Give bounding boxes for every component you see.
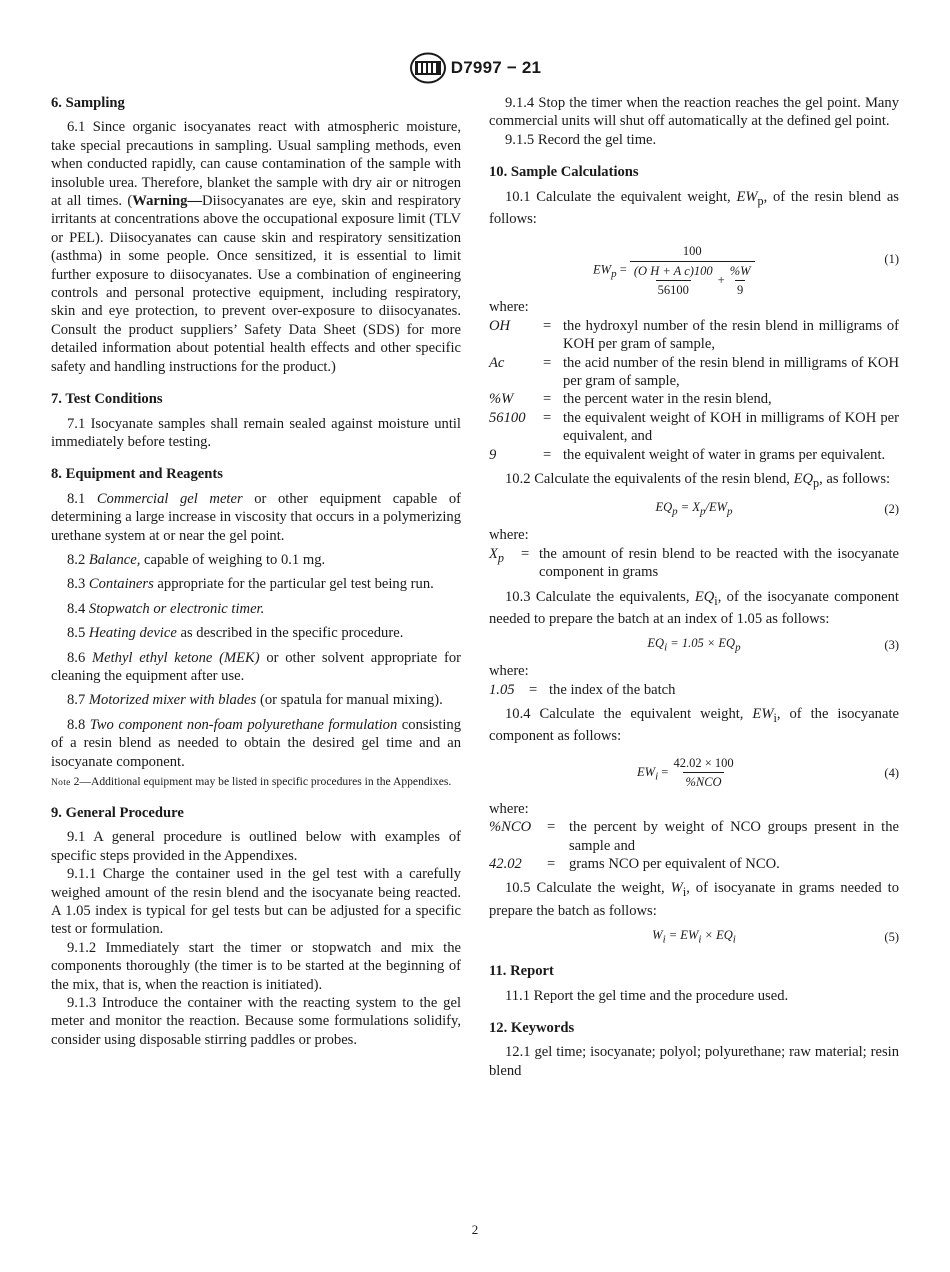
- item-term: Stopwatch or electronic timer.: [88, 600, 265, 617]
- paragraph-8-5: [51, 624, 461, 642]
- item-number: 8.6: [67, 649, 92, 666]
- paragraph-text: , of the isocyanate component needed to prepare the batch at an index of 1.05 as follows:: [489, 588, 899, 627]
- note-text: 2—Additional equipment may be listed in specific procedures in the Appendixes.: [70, 775, 452, 788]
- paragraph-8-8: [51, 716, 461, 771]
- eq-rhs-subscript: i: [698, 933, 702, 946]
- paragraph-10-4: [489, 705, 899, 746]
- symbol: EW: [736, 188, 758, 205]
- definition-symbol-text: Ac: [489, 354, 505, 371]
- eq-numerator: 42.02 × 100: [673, 755, 734, 770]
- item-number: 8.4: [67, 600, 89, 617]
- definition-equals: =: [521, 545, 530, 562]
- item-term: Motorized mixer with blades: [88, 692, 257, 709]
- section-10-title: 10. Sample Calculations: [489, 164, 639, 181]
- equation-3-expression: [489, 634, 899, 657]
- warning-label: Warning—: [132, 193, 203, 210]
- item-text: as described in the specific procedure.: [176, 625, 404, 642]
- eq-inner-denominator: 56100: [656, 280, 691, 299]
- definition-equals: =: [547, 819, 556, 836]
- astm-logo-icon: [409, 52, 447, 84]
- item-term: Commercial gel meter: [96, 490, 243, 507]
- paragraph-8-7: [51, 691, 461, 709]
- eq-lhs-subscript: i: [662, 933, 666, 946]
- page-number: 2: [471, 1222, 479, 1237]
- paragraph-text: 10.3 Calculate the equivalents,: [505, 588, 695, 605]
- right-column: [489, 94, 899, 1080]
- definition-symbol: [489, 354, 541, 391]
- paragraph-10-2: [489, 470, 899, 492]
- definition-text: the equivalent weight of KOH in milligrams of KOH per equivalent, and: [563, 409, 899, 445]
- definition-symbol-text: 42.02: [489, 856, 522, 872]
- paragraph-10-5: [489, 879, 899, 920]
- definition-text: the equivalent weight of water in grams per equivalent.: [563, 446, 886, 463]
- eq-rhs-2: × EQ: [701, 928, 733, 943]
- eq-rhs-2-subscript: i: [732, 933, 736, 946]
- eq-lhs-subscript: i: [655, 770, 659, 783]
- eq-plus: +: [717, 273, 725, 288]
- section-8-title: 8. Equipment and Reagents: [51, 466, 223, 483]
- section-7-title: 7. Test Conditions: [51, 391, 163, 408]
- equation-4-expression: [637, 754, 736, 792]
- eq-fraction: [630, 242, 755, 299]
- note-label: Note: [51, 778, 71, 788]
- where-label: where:: [489, 663, 529, 680]
- item-text: appropriate for the particular gel test being run.: [153, 576, 434, 593]
- where-label: where:: [489, 800, 529, 817]
- equation-2-expression: [489, 498, 899, 521]
- definition-symbol: [489, 681, 527, 699]
- equation-number: (1): [884, 252, 899, 267]
- eq-water-denominator: 9: [735, 280, 745, 299]
- paragraph-text: 10.5 Calculate the weight,: [505, 880, 671, 897]
- definition-symbol: [489, 855, 545, 873]
- paragraph-8-2: [51, 551, 461, 569]
- item-text: capable of weighing to 0.1 mg.: [140, 551, 326, 568]
- eq-water-numerator: %W: [729, 263, 751, 278]
- paragraph-text: 10.4 Calculate the equivalent weight,: [505, 706, 753, 723]
- definition-symbol: [489, 317, 541, 354]
- equation-5: [489, 926, 899, 948]
- paragraph-9-1-3: 9.1.3 Introduce the container with the reacting system to the gel meter and monitor the reaction. Because some formulations solidify, consider using disposable stirring paddles or probes.: [51, 995, 461, 1048]
- eq-lhs-subscript: p: [672, 505, 678, 518]
- equation-number: (2): [884, 502, 899, 517]
- definition-equals: =: [543, 317, 552, 334]
- definition-text: the index of the batch: [549, 681, 676, 698]
- definitions-list-3: [489, 681, 899, 699]
- eq-equals: =: [616, 262, 630, 277]
- standard-designation: D7997 − 21: [450, 58, 542, 77]
- paragraph-6-1-warning-text: Diisocyanates are eye, skin and respiratory irritants at concentrations above the occupational exposure limit (TLV or PEL). Diisocyanates can cause skin and respiratory sensitization (asthma) in some people. Once sensitized, it is essential to limit further exposure to diisocyanates. Use a combination of engineering controls and personal protective equipment, including respiratory, skin and eye protection, to prevent over-exposure to diisocyanates. Consult the product suppliers’ Safety Data Sheet (SDS) for more detailed information about potential health effects and other specific safety and handling instructions for the product.): [51, 193, 461, 375]
- definition-symbol-text: OH: [489, 317, 511, 334]
- equation-1-expression: [593, 242, 755, 299]
- definition-symbol-text: 56100: [489, 409, 526, 426]
- eq-rhs-subscript: p: [735, 641, 741, 654]
- definition-text: the acid number of the resin blend in milligrams of KOH per gram of sample,: [563, 354, 899, 389]
- item-number: 8.2: [67, 551, 89, 568]
- symbol: EW: [752, 706, 774, 723]
- paragraph-text: 10.1 Calculate the equivalent weight,: [505, 188, 737, 205]
- eq-rhs: = X: [677, 500, 700, 515]
- left-column: [51, 94, 461, 1049]
- definitions-list-4: [489, 818, 899, 873]
- paragraph-10-3: [489, 588, 899, 629]
- paragraph-text: , of the resin blend as follows:: [489, 188, 899, 227]
- eq-lhs-subscript: i: [664, 641, 668, 654]
- definition-symbol: [489, 818, 545, 855]
- note-2: [51, 775, 461, 790]
- definition-symbol: [489, 446, 541, 464]
- item-number: 8.5: [67, 625, 89, 642]
- paragraph-text: , of isocyanate in grams needed to prepare the batch as follows:: [489, 880, 899, 919]
- definition-symbol: [489, 390, 541, 408]
- paragraph-text: , of the isocyanate component as follows:: [489, 706, 899, 745]
- symbol-subscript: i: [682, 885, 687, 900]
- definition-symbol: [489, 409, 541, 446]
- definition-symbol: [489, 545, 519, 582]
- paragraph-7-1: 7.1 Isocyanate samples shall remain sealed against moisture until immediately before testing.: [51, 415, 461, 450]
- item-text: or other equipment capable of determining a large increase in viscosity that occurs in a polymerizing urethane system at or near the gel point.: [51, 490, 462, 544]
- symbol: W: [670, 880, 683, 897]
- paragraph-8-6: [51, 649, 461, 686]
- eq-rhs: = 1.05 × EQ: [667, 636, 736, 651]
- item-text: or other solvent appropriate for cleaning the equipment after use.: [51, 649, 461, 684]
- eq-denominator: %NCO: [683, 772, 723, 791]
- where-label: where:: [489, 299, 529, 316]
- symbol: EQ: [694, 588, 715, 605]
- eq-inner-fraction: [632, 262, 715, 300]
- paragraph-9-1-1: 9.1.1 Charge the container used in the gel test with a carefully weighed amount of the resin blend and the isocyanate being reacted. A 1.05 index is typical for gel tests but can be adjusted for a specific test or formulation.: [51, 866, 461, 938]
- paragraph-9-1-5: 9.1.5 Record the gel time.: [505, 131, 657, 148]
- section-12-title: 12. Keywords: [489, 1019, 575, 1036]
- definition-symbol-text: 9: [489, 446, 497, 463]
- definition-symbol-text: %NCO: [489, 819, 532, 836]
- definition-equals: =: [543, 409, 552, 426]
- eq-numerator: 100: [682, 244, 702, 259]
- eq-rhs-2: /EW: [705, 500, 728, 515]
- paragraph-10-1: [489, 188, 899, 229]
- eq-denominator: [630, 261, 755, 300]
- paragraph-text: 10.2 Calculate the equivalents of the resin blend,: [505, 471, 794, 487]
- eq-fraction: [671, 754, 735, 792]
- item-number: 8.7: [67, 692, 89, 709]
- eq-rhs-2-subscript: p: [727, 505, 733, 518]
- paragraph-9-1-2: 9.1.2 Immediately start the timer or stopwatch and mix the components thoroughly (the timer is to be started at the beginning of the mix, that is, when the reaction is initiated).: [51, 939, 461, 993]
- definition-equals: =: [529, 681, 538, 698]
- where-label: where:: [489, 527, 529, 544]
- eq-inner-numerator: (O H + A c)100: [633, 263, 713, 278]
- eq-lhs: W: [652, 928, 663, 943]
- definition-symbol-text: 1.05: [489, 681, 515, 698]
- definition-text: grams NCO per equivalent of NCO.: [569, 856, 780, 872]
- definition-equals: =: [543, 391, 552, 408]
- item-term: Two component non-foam polyurethane formulation: [89, 716, 398, 733]
- symbol-subscript: p: [813, 475, 820, 490]
- section-11-title: 11. Report: [489, 963, 554, 980]
- eq-water-fraction: [728, 262, 753, 300]
- definition-equals: =: [543, 354, 552, 371]
- eq-equals: =: [658, 764, 672, 779]
- equation-2: [489, 498, 899, 520]
- eq-lhs: EW: [637, 764, 656, 779]
- definition-text: the percent water in the resin blend,: [563, 391, 772, 408]
- eq-lhs: EW: [593, 262, 612, 277]
- equation-4: [489, 752, 899, 790]
- item-term: Containers: [88, 576, 154, 593]
- paragraph-6-1: [51, 118, 461, 376]
- definition-text: the percent by weight of NCO groups present in the sample and: [569, 819, 899, 854]
- definitions-list-2: [489, 545, 899, 582]
- paragraph-8-4: [51, 600, 461, 618]
- eq-lhs-subscript: p: [611, 268, 617, 281]
- definitions-list-1: [489, 317, 899, 464]
- item-number: 8.8: [67, 716, 90, 733]
- item-text: consisting of a resin blend as needed to obtain the desired gel time and an isocyanate component.: [51, 716, 461, 770]
- paragraph-11-1: 11.1 Report the gel time and the procedure used.: [505, 987, 789, 1004]
- item-number: 8.1: [67, 490, 97, 507]
- item-term: Methyl ethyl ketone (MEK): [91, 649, 260, 666]
- equation-3: [489, 634, 899, 656]
- definition-symbol-subscript: p: [497, 550, 504, 565]
- paragraph-text: , as follows:: [819, 471, 891, 487]
- paragraph-9-1: 9.1 A general procedure is outlined below with examples of specific steps provided in the Appendixes.: [51, 829, 461, 864]
- symbol-subscript: i: [773, 710, 777, 725]
- paragraph-8-1: [51, 490, 461, 545]
- eq-lhs: EQ: [655, 500, 673, 515]
- equation-number: (5): [884, 930, 899, 945]
- eq-rhs: = EW: [665, 928, 699, 943]
- equation-number: (3): [884, 638, 899, 653]
- item-term: Heating device: [88, 625, 177, 642]
- item-number: 8.3: [67, 576, 89, 593]
- paragraph-9-1-4: 9.1.4 Stop the timer when the reaction reaches the gel point. Many commercial units will shut off automatically at the defined gel point.: [489, 95, 899, 130]
- page-header: [0, 52, 950, 84]
- section-6-title: 6. Sampling: [51, 95, 125, 111]
- eq-rhs-subscript: p: [699, 505, 706, 518]
- paragraph-8-3: [51, 575, 461, 593]
- section-9-title: 9. General Procedure: [51, 805, 184, 821]
- eq-lhs: EQ: [647, 636, 665, 651]
- item-text: (or spatula for manual mixing).: [256, 692, 443, 709]
- paragraph-6-1-text: 6.1 Since organic isocyanates react with atmospheric moisture, take special precautions in sampling. Usual sampling methods, even when conducted rapidly, can cause contamination of the sample with insoluble urea. Therefore, blanket the sample with dry air or nitrogen at all times. (: [51, 119, 461, 210]
- equation-5-expression: [489, 926, 899, 949]
- definition-text: the amount of resin blend to be reacted with the isocyanate component in grams: [539, 545, 899, 581]
- paragraph-12-1: 12.1 gel time; isocyanate; polyol; polyurethane; raw material; resin blend: [489, 1044, 899, 1079]
- definition-text: the hydroxyl number of the resin blend in milligrams of KOH per gram of sample,: [563, 317, 899, 353]
- equation-number: (4): [884, 765, 899, 780]
- definition-symbol-text: %W: [489, 391, 514, 408]
- definition-symbol-text: X: [489, 545, 498, 562]
- equation-1: [489, 236, 899, 298]
- symbol-subscript: p: [757, 193, 764, 208]
- item-term: Balance,: [88, 551, 141, 568]
- symbol-subscript: i: [714, 593, 718, 608]
- symbol: EQ: [793, 471, 814, 487]
- definition-equals: =: [543, 446, 552, 463]
- definition-equals: =: [547, 856, 556, 872]
